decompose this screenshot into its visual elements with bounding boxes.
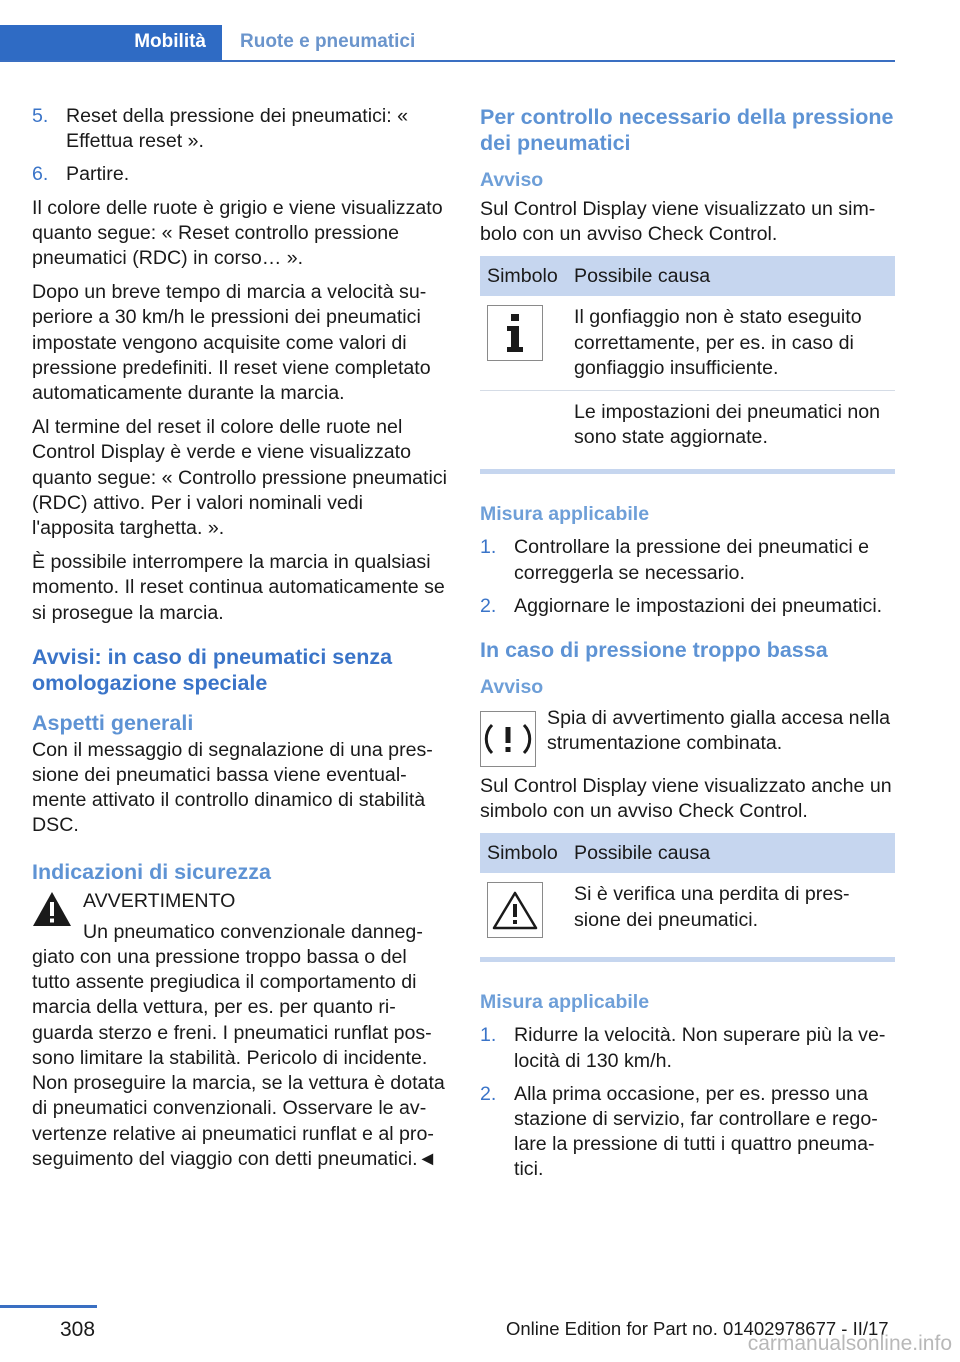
warning-triangle-icon [32, 891, 72, 927]
section-heading: Per controllo necessario della pressione dei pneumatici [480, 105, 894, 155]
warning-light-icon [480, 711, 536, 767]
cause-cell: Le impostazioni dei pneumatici non sono state aggiornate. [574, 391, 895, 460]
symbol-cell [480, 296, 574, 390]
table-header-row [480, 256, 895, 296]
left-column [32, 104, 448, 1174]
column-header-cause: Possibile causa [574, 256, 895, 296]
table-end-bar [480, 469, 895, 474]
paragraph: Sul Control Display viene visualizzato anche un simbolo con un avviso Check Control. [480, 775, 892, 823]
table-row [480, 296, 895, 390]
subsection-heading: Misura applicabile [480, 991, 650, 1014]
table-header-row [480, 833, 895, 873]
column-header-symbol: Simbolo [480, 256, 574, 296]
list-item [480, 1082, 895, 1183]
paragraph: Con il messaggio di segnalazione di una pres-sione dei pneumatici bassa viene eventual-mente attivato il controllo dinamico di stabilità DSC. [32, 738, 433, 837]
notice-text: Spia di avvertimento gialla accesa nella strumentazione combinata. [547, 707, 891, 755]
table-row [480, 391, 895, 460]
warning-first-line: Un pneumatico convenzionale danneg- [83, 920, 423, 943]
step-text: Controllare la pressione dei pneumatici e correggerla se necessario. [514, 536, 870, 584]
symbol-cell [480, 873, 574, 947]
step-text: Aggiornare le impostazioni dei pneumatici. [514, 594, 883, 617]
steps-list [480, 1023, 895, 1182]
column-header-symbol: Simbolo [480, 833, 574, 873]
step-number: 1. [480, 536, 497, 559]
list-item [480, 594, 895, 619]
table-end-bar [480, 957, 895, 962]
step-text: Reset della pressione dei pneumatici: « Effettua reset ». [66, 105, 409, 153]
warning-title: AVVERTIMENTO [83, 889, 236, 912]
step-number: 2. [480, 594, 497, 617]
table-row [480, 873, 895, 947]
steps-list [32, 104, 448, 188]
paragraph: Sul Control Display viene visualizzato un sim-bolo con un avviso Check Control. [480, 198, 876, 246]
paragraph: Al termine del reset il colore delle ruote nel Control Display è verde e viene visualizzato quanto segue: « Controllo pressione pneumatici (RDC) attivo. Per i valori nominali vedi l'apposita targhetta. ». [32, 416, 447, 540]
step-number: 2. [480, 1082, 497, 1105]
step-number: 1. [480, 1024, 497, 1047]
subsection-heading: Avviso [480, 169, 544, 191]
list-item [32, 162, 448, 187]
symbol-cell [480, 391, 574, 460]
subsection-heading: Indicazioni di sicurezza [32, 859, 271, 884]
step-number: 6. [32, 163, 49, 186]
end-mark: ◄ [417, 1147, 437, 1170]
section-heading: Avvisi: in caso di pneumatici senza omologazione speciale [32, 644, 393, 695]
step-text: Alla prima occasione, per es. presso una stazione di servizio, far controllare e rego-lare la pressione di tutti i quattro pneuma-tici. [514, 1082, 878, 1181]
warning-text: giato con una pressione troppo bassa o del tutto assente pregiudica il comportamento di marcia della vettura, per es. per quanto ri-guarda sterzo e freni. I pneumatici runflat pos-sono limitare la stabilità. Pericolo di incidente. Non proseguire la marcia, se la vettura è dotata di pneumatici convenzionali. Osservare le av-vertenze relative ai pneumatici runflat e al pro-seguimento del viaggio con detti pneumatici.◄ [32, 946, 445, 1170]
section-heading: In caso di pressione troppo bassa [480, 638, 828, 663]
steps-list [480, 535, 895, 619]
paragraph: Dopo un breve tempo di marcia a velocità su-periore a 30 km/h le pressioni dei pneumatici impostate vengono acquisite come valori di pressione predefiniti. Il reset viene completato automaticamente durante la marcia. [32, 281, 431, 405]
symbol-table [480, 833, 895, 947]
subsection-heading: Aspetti generali [32, 710, 194, 735]
paragraph: È possibile interrompere la marcia in qualsiasi momento. Il reset continua automaticamente se si prosegue la marcia. [32, 551, 445, 624]
subsection-heading: Misura applicabile [480, 503, 650, 526]
footer-rule [0, 1305, 97, 1308]
list-item [480, 535, 895, 585]
warning-block [32, 889, 448, 1172]
right-column [480, 104, 895, 1191]
symbol-table [480, 256, 895, 459]
warning-triangle-icon [487, 882, 543, 938]
list-item [32, 104, 448, 154]
step-text: Partire. [66, 163, 130, 186]
tab-chapter: Ruote e pneumatici [240, 31, 416, 52]
notice-block [480, 706, 895, 764]
header-tabs [0, 25, 895, 62]
watermark: carmanualsonline.info [747, 1332, 952, 1355]
column-header-cause: Possibile causa [574, 833, 895, 873]
tab-section: Mobilità [0, 25, 222, 60]
subsection-heading: Avviso [480, 676, 544, 699]
cause-cell: Si è verifica una perdita di pres-sione dei pneumatici. [574, 883, 850, 931]
page-number: 308 [60, 1318, 96, 1341]
list-item [480, 1023, 895, 1073]
cause-cell: Il gonfiaggio non è stato eseguito correttamente, per es. in caso di gonfiaggio insufficiente. [574, 306, 862, 379]
step-text: Ridurre la velocità. Non superare più la ve-locità di 130 km/h. [514, 1024, 886, 1072]
step-number: 5. [32, 105, 49, 127]
edition-text: Online Edition for Part no. 01402978677 - II/17 [506, 1318, 889, 1339]
info-icon [487, 305, 543, 361]
paragraph: Il colore delle ruote è grigio e viene visualizzato quanto segue: « Reset controllo pressione pneumatici (RDC) in corso… ». [32, 196, 443, 270]
